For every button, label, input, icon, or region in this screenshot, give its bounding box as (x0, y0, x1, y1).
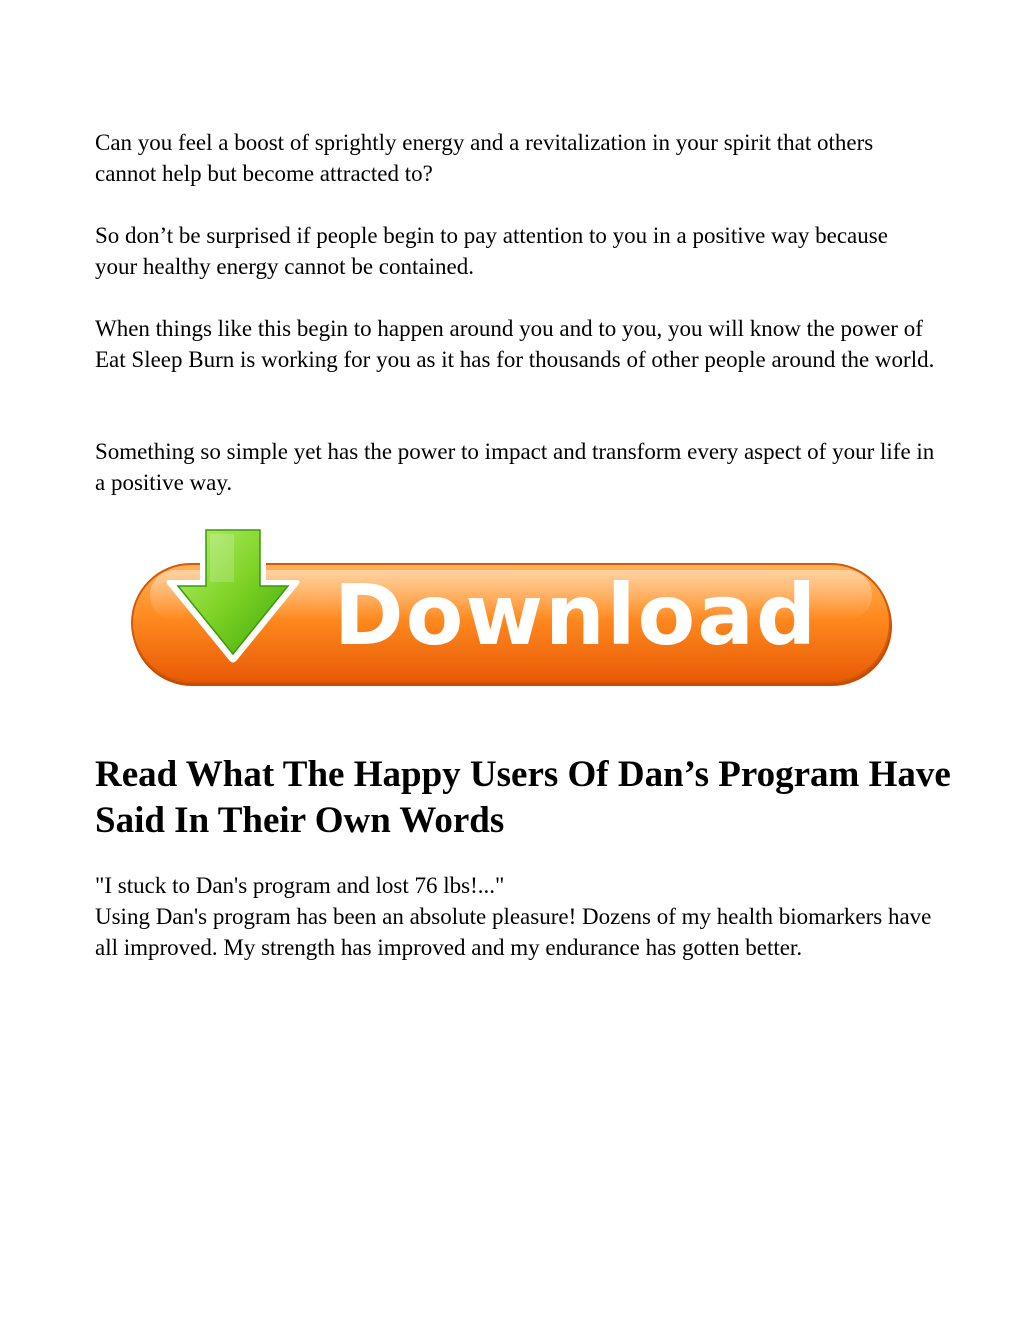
download-button-graphic[interactable] (130, 522, 894, 688)
testimonial-quote-title: "I stuck to Dan's program and lost 76 lbs!..." (95, 873, 505, 898)
download-button[interactable] (130, 522, 894, 688)
paragraph-power-of-program: When things like this begin to happen around you and to you, you will know the power of Eat Sleep Burn is working for you as it has for thousands of other people around the world. (95, 316, 935, 372)
paragraph-simple-yet-powerful: Something so simple yet has the power to impact and transform every aspect of your life in a positive way. (95, 439, 935, 495)
testimonial-quote-body: Using Dan's program has been an absolute pleasure! Dozens of my health biomarkers have all improved. My strength has improved and my endurance has gotten better. (95, 904, 932, 960)
paragraph-energy-boost: Can you feel a boost of sprightly energy and a revitalization in your spirit that others cannot help but become attracted to? (95, 130, 874, 186)
download-button-label[interactable]: Download (333, 566, 819, 664)
paragraph-dont-be-surprised: So don’t be surprised if people begin to pay attention to you in a positive way because your healthy energy cannot be contained. (95, 223, 888, 279)
testimonials-heading: Read What The Happy Users Of Dan’s Program Have Said In Their Own Words (95, 754, 951, 841)
